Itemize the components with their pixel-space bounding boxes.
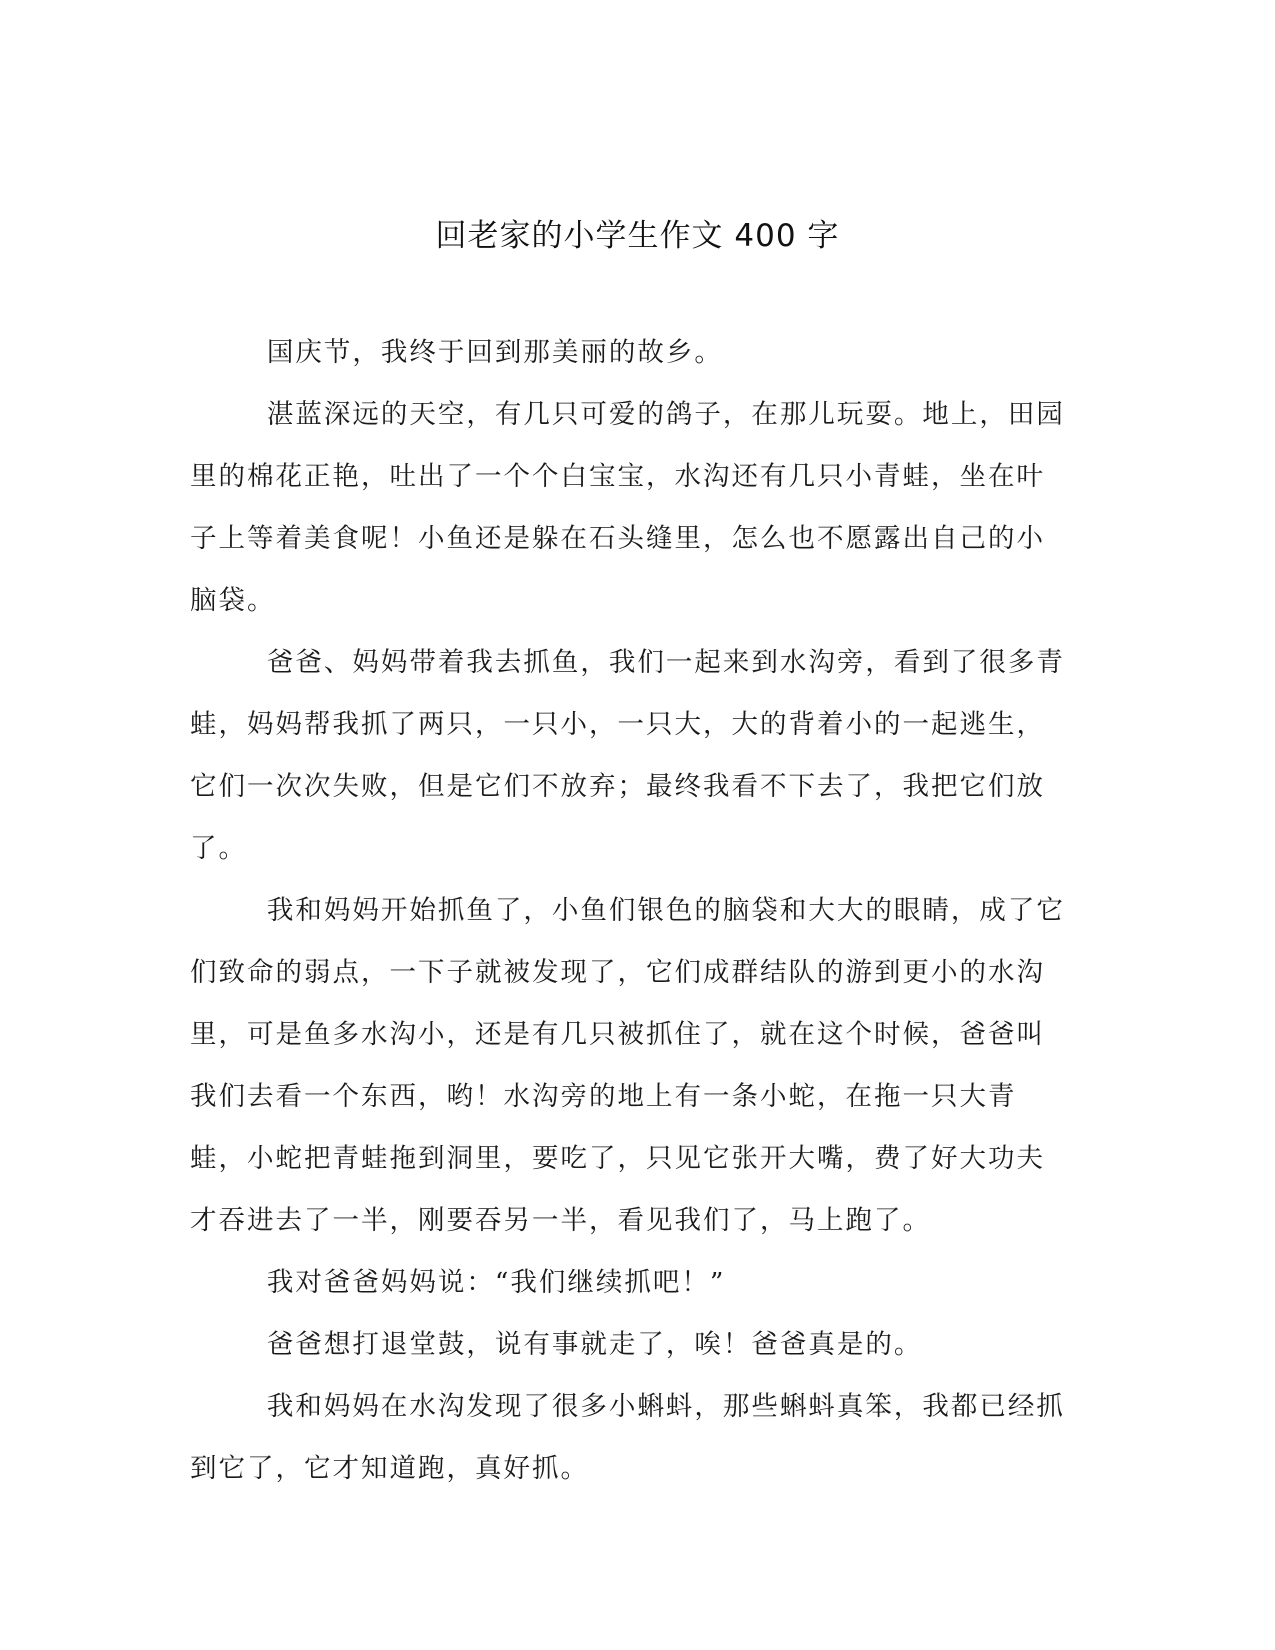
paragraph-6: 爸爸想打退堂鼓，说有事就走了，唉！爸爸真是的。	[266, 1329, 923, 1360]
paragraph-7: 我和妈妈在水沟发现了很多小蝌蚪，那些蝌蚪真笨，我都已经抓到它了，它才知道跑，真好抓。	[190, 1391, 1065, 1484]
paragraph-5: 我对爸爸妈妈说：“我们继续抓吧！”	[266, 1267, 726, 1298]
document-title: 回老家的小学生作文 400 字	[435, 218, 840, 254]
document-body	[190, 322, 1070, 1500]
paragraph-3: 爸爸、妈妈带着我去抓鱼，我们一起来到水沟旁，看到了很多青蛙，妈妈帮我抓了两只，一只小，一只大，大的背着小的一起逃生，它们一次次失败，但是它们不放弃；最终我看不下去了，我把它们放了。	[190, 647, 1065, 864]
paragraph-4: 我和妈妈开始抓鱼了，小鱼们银色的脑袋和大大的眼睛，成了它们致命的弱点，一下子就被发现了，它们成群结队的游到更小的水沟里，可是鱼多水沟小，还是有几只被抓住了，就在这个时候，爸爸叫我们去看一个东西，哟！水沟旁的地上有一条小蛇，在拖一只大青蛙，小蛇把青蛙拖到洞里，要吃了，只见它张开大嘴，费了好大功夫才吞进去了一半，刚要吞另一半，看见我们了，马上跑了。	[190, 895, 1065, 1236]
paragraph-1: 国庆节，我终于回到那美丽的故乡。	[266, 337, 723, 368]
paragraph-2: 湛蓝深远的天空，有几只可爱的鸽子，在那儿玩耍。地上，田园里的棉花正艳，吐出了一个个白宝宝，水沟还有几只小青蛙，坐在叶子上等着美食呢！小鱼还是躲在石头缝里，怎么也不愿露出自己的小脑袋。	[190, 399, 1065, 616]
